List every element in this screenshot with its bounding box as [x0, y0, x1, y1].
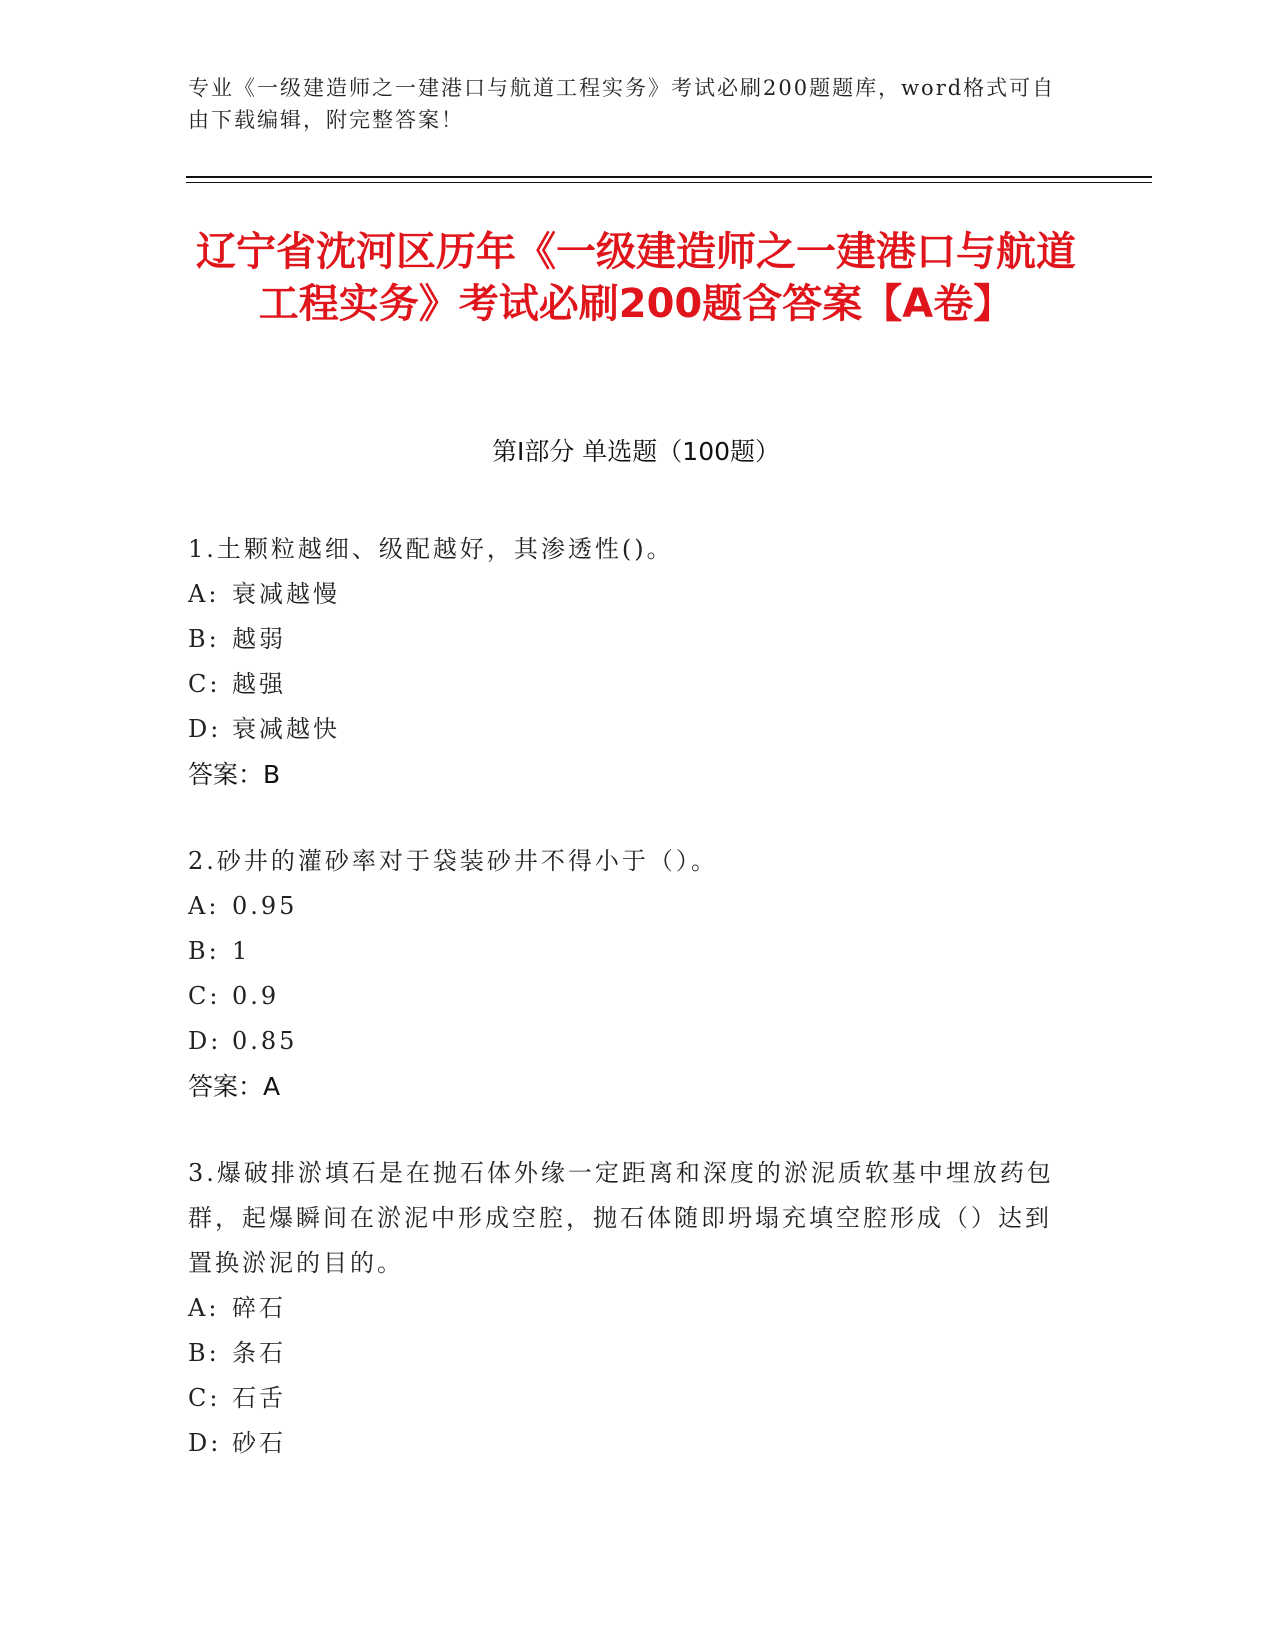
option-text: 1 [232, 937, 251, 965]
question-3 [188, 1151, 1068, 1466]
question-list [188, 527, 1068, 1508]
question-answer: 答案：A [188, 1072, 281, 1101]
option-text: 越强 [232, 670, 286, 698]
option-a [188, 884, 1068, 929]
section-title: 第Ⅰ部分 单选题（100题） [491, 437, 781, 466]
option-c [188, 1376, 1068, 1421]
option-a [188, 1286, 1068, 1331]
option-text: 碎石 [232, 1294, 286, 1322]
question-stem: 3.爆破排淤填石是在抛石体外缘一定距离和深度的淤泥质软基中埋放药包群，起爆瞬间在淤泥中形成空腔，抛石体随即坍塌充填空腔形成（）达到置换淤泥的目的。 [188, 1159, 1054, 1277]
option-letter: C: [188, 1384, 221, 1412]
header-divider-thick [186, 176, 1152, 178]
option-letter: A: [188, 580, 220, 608]
option-text: 0.95 [232, 892, 298, 920]
option-text: 石舌 [232, 1384, 286, 1412]
option-letter: D: [188, 715, 222, 743]
document-title: 辽宁省沈河区历年《一级建造师之一建港口与航道工程实务》考试必刷200题含答案【A卷】 [196, 229, 1076, 327]
option-c [188, 974, 1068, 1019]
header-note: 专业《一级建造师之一建港口与航道工程实务》考试必刷200题题库，word格式可自由下载编辑，附完整答案！ [188, 76, 1056, 132]
question-2 [188, 839, 1068, 1109]
option-text: 条石 [232, 1339, 286, 1367]
option-letter: B: [188, 1339, 220, 1367]
option-d [188, 1421, 1068, 1466]
option-letter: B: [188, 937, 220, 965]
option-letter: B: [188, 625, 220, 653]
header-divider-thin [186, 182, 1152, 183]
option-text: 砂石 [232, 1429, 286, 1457]
option-letter: C: [188, 670, 221, 698]
question-stem: 2.砂井的灌砂率对于袋装砂井不得小于（）。 [188, 847, 718, 875]
option-text: 衰减越快 [232, 715, 340, 743]
question-stem: 1.土颗粒越细、级配越好，其渗透性()。 [188, 535, 674, 563]
option-text: 越弱 [232, 625, 286, 653]
option-letter: C: [188, 982, 221, 1010]
option-b [188, 617, 1068, 662]
question-answer: 答案：B [188, 760, 281, 789]
option-letter: A: [188, 892, 220, 920]
option-letter: D: [188, 1027, 222, 1055]
option-b [188, 929, 1068, 974]
option-c [188, 662, 1068, 707]
option-a [188, 572, 1068, 617]
option-text: 0.9 [232, 982, 280, 1010]
option-d [188, 707, 1068, 752]
option-letter: A: [188, 1294, 220, 1322]
option-text: 0.85 [232, 1027, 298, 1055]
option-text: 衰减越慢 [232, 580, 340, 608]
option-letter: D: [188, 1429, 222, 1457]
option-d [188, 1019, 1068, 1064]
option-b [188, 1331, 1068, 1376]
question-1 [188, 527, 1068, 797]
